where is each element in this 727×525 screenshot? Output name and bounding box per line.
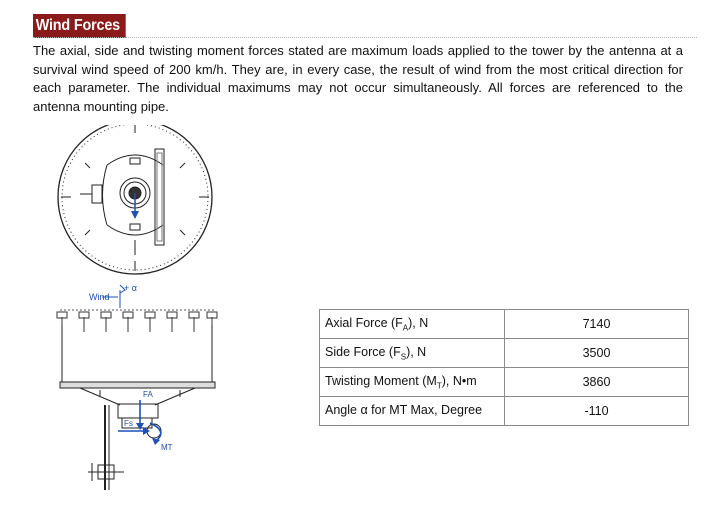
section-title: Wind Forces <box>33 14 125 38</box>
table-row <box>320 339 689 368</box>
row-label: Side Force $(F_S)$, N <box>320 339 505 368</box>
row-label: Axial Force $(F_A)$, N <box>320 310 505 339</box>
row-value: 3860 <box>505 368 689 397</box>
row-value: 7140 <box>505 310 689 339</box>
wind-label: Wind <box>89 292 110 302</box>
table-row <box>320 397 689 426</box>
title-divider <box>33 37 697 38</box>
table-row <box>320 310 689 339</box>
alpha-label: + α <box>124 283 137 293</box>
antenna-side-view <box>57 285 217 490</box>
row-value: 3500 <box>505 339 689 368</box>
wind-forces-table <box>319 309 689 426</box>
fs-label: Fs <box>124 419 133 428</box>
row-value: -110 <box>505 397 689 426</box>
row-label: Angle α for MT Max, Degree <box>320 397 505 426</box>
antenna-drawing <box>40 125 230 515</box>
intro-paragraph: The axial, side and twisting moment forces stated are maximum loads applied to the tower by the antenna at a survival wind speed of 200 km/h. They are, in every case, the result of wind from the most critical direction for each parameter. The individual maximums may not occur simultaneously. All forces are referenced to the antenna mounting pipe. <box>33 43 683 114</box>
row-label: Twisting Moment $(M_T)$, N•m <box>320 368 505 397</box>
table-row <box>320 368 689 397</box>
mt-label: MT <box>161 443 173 452</box>
fa-label: FA <box>143 390 153 399</box>
